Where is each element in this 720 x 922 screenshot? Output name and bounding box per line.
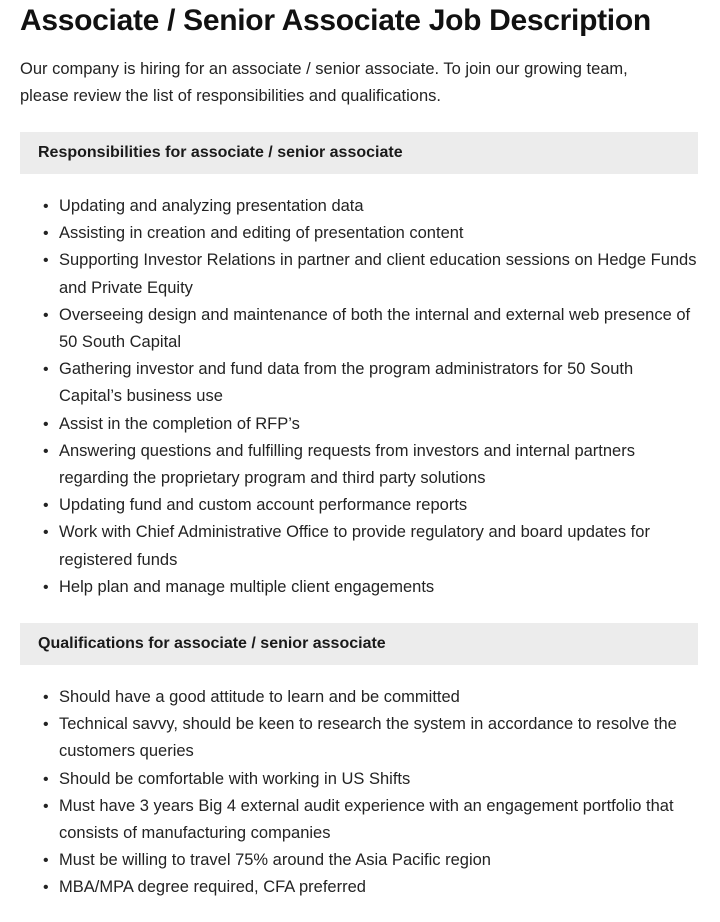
list-item: • Help plan and manage multiple client engagements xyxy=(20,574,698,601)
list-item: • Must have 3 years Big 4 external audit experience with an engagement portfolio that consists of manufacturing companies xyxy=(20,793,698,847)
list-item: • Work with Chief Administrative Office to provide regulatory and board updates for registered funds xyxy=(20,519,698,573)
list-item: • Updating fund and custom account performance reports xyxy=(20,492,698,519)
intro-paragraph: Our company is hiring for an associate / senior associate. To join our growing team, please review the list of responsibilities and qualifications. xyxy=(20,60,628,105)
page-title: Associate / Senior Associate Job Description xyxy=(20,4,651,37)
section-header-qualifications xyxy=(20,623,698,665)
list-item: • Updating and analyzing presentation data xyxy=(20,193,698,220)
responsibilities-list xyxy=(0,174,720,601)
list-item: • Must be willing to travel 75% around the Asia Pacific region xyxy=(20,847,698,874)
list-item: • Overseeing design and maintenance of both the internal and external web presence of 50 South Capital xyxy=(20,302,698,356)
qualifications-list xyxy=(0,665,720,902)
section-qualifications xyxy=(0,623,720,902)
list-item: • Should have a good attitude to learn and be committed xyxy=(20,684,698,711)
list-item: • Gathering investor and fund data from the program administrators for 50 South Capital’s business use xyxy=(20,356,698,410)
list-item: • Assisting in creation and editing of presentation content xyxy=(20,220,698,247)
list-item: • Assist in the completion of RFP’s xyxy=(20,411,698,438)
list-item: • Should be comfortable with working in US Shifts xyxy=(20,766,698,793)
list-item: • Technical savvy, should be keen to research the system in accordance to resolve the customers queries xyxy=(20,711,698,765)
list-item: • Supporting Investor Relations in partner and client education sessions on Hedge Funds and Private Equity xyxy=(20,247,698,301)
section-header-label: Responsibilities for associate / senior associate xyxy=(38,144,403,161)
list-item: • Answering questions and fulfilling requests from investors and internal partners regarding the proprietary program and third party solutions xyxy=(20,438,698,492)
section-responsibilities xyxy=(0,132,720,601)
section-header-label: Qualifications for associate / senior associate xyxy=(38,635,386,653)
list-item: • MBA/MPA degree required, CFA preferred xyxy=(20,874,698,901)
section-header-responsibilities xyxy=(20,132,698,174)
